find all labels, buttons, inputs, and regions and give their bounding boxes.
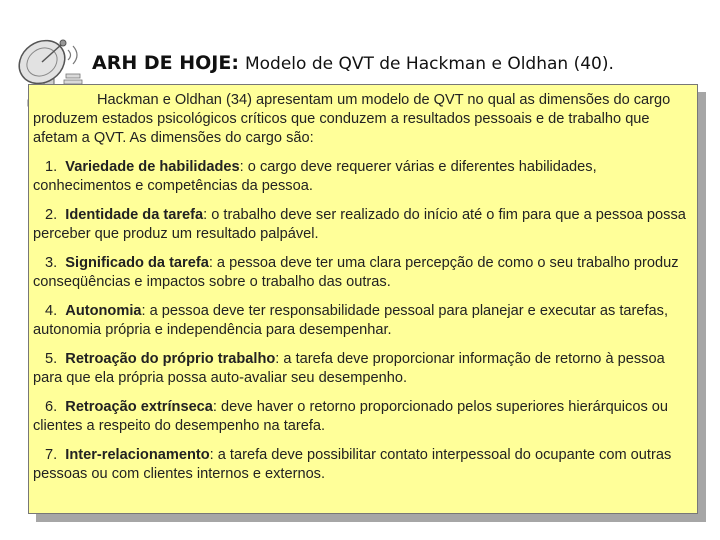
dimension-list: [33, 158, 691, 484]
item-description: : o trabalho deve ser realizado do início até o fim para que a pessoa possa perceber que produz um resultado palpável.: [33, 207, 686, 242]
item-number: 2.: [45, 207, 58, 223]
item-name: Autonomia: [65, 303, 142, 319]
item-name: Retroação extrínseca: [65, 399, 213, 415]
dimension-item: [33, 158, 691, 196]
dimension-item: [33, 446, 691, 484]
intro-paragraph: Hackman e Oldhan (34) apresentam um modelo de QVT no qual as dimensões do cargo produzem estados psicológicos críticos que conduzem a resultados pessoais e de trabalho que afetam a QVT. As dimensões do cargo são:: [33, 92, 671, 146]
title-text: Modelo de QVT de Hackman e Oldhan (40).: [244, 54, 614, 74]
item-name: Inter-relacionamento: [65, 447, 210, 463]
dimension-item: [33, 206, 691, 244]
item-description: : a pessoa deve ter uma clara percepção de como o seu trabalho produz conseqüências e impactos sobre o trabalho das outras.: [33, 255, 679, 290]
dimension-item: [33, 254, 691, 292]
item-description: : a tarefa deve proporcionar informação de retorno à pessoa para que ela própria possa auto-avaliar seu desempenho.: [33, 351, 665, 386]
item-number: 5.: [45, 351, 58, 367]
item-name: Variedade de habilidades: [65, 159, 240, 175]
item-name: Identidade da tarefa: [65, 207, 204, 223]
item-number: 1.: [45, 159, 58, 175]
item-name: Retroação do próprio trabalho: [65, 351, 276, 367]
title-prefix: ARH DE HOJE:: [92, 52, 239, 74]
item-number: 3.: [45, 255, 58, 271]
page-title: [92, 52, 702, 74]
dimension-item: [33, 398, 691, 436]
dimension-item: [33, 302, 691, 340]
item-description: : o cargo deve requerer várias e diferentes habilidades, conhecimentos e competências da pessoa.: [33, 159, 597, 194]
item-description: : a pessoa deve ter responsabilidade pessoal para planejar e executar as tarefas, autonomia própria e independência para desempenhar.: [33, 303, 669, 338]
content-panel: [28, 84, 698, 514]
item-description: : deve haver o retorno proporcionado pelos superiores hierárquicos ou clientes a respeito do desempenho na tarefa.: [33, 399, 669, 434]
item-number: 7.: [45, 447, 58, 463]
item-description: : a tarefa deve possibilitar contato interpessoal do ocupante com outras pessoas ou com clientes internos e externos.: [33, 447, 672, 482]
item-number: 4.: [45, 303, 58, 319]
item-number: 6.: [45, 399, 58, 415]
dimension-item: [33, 350, 691, 388]
item-name: Significado da tarefa: [65, 255, 209, 271]
